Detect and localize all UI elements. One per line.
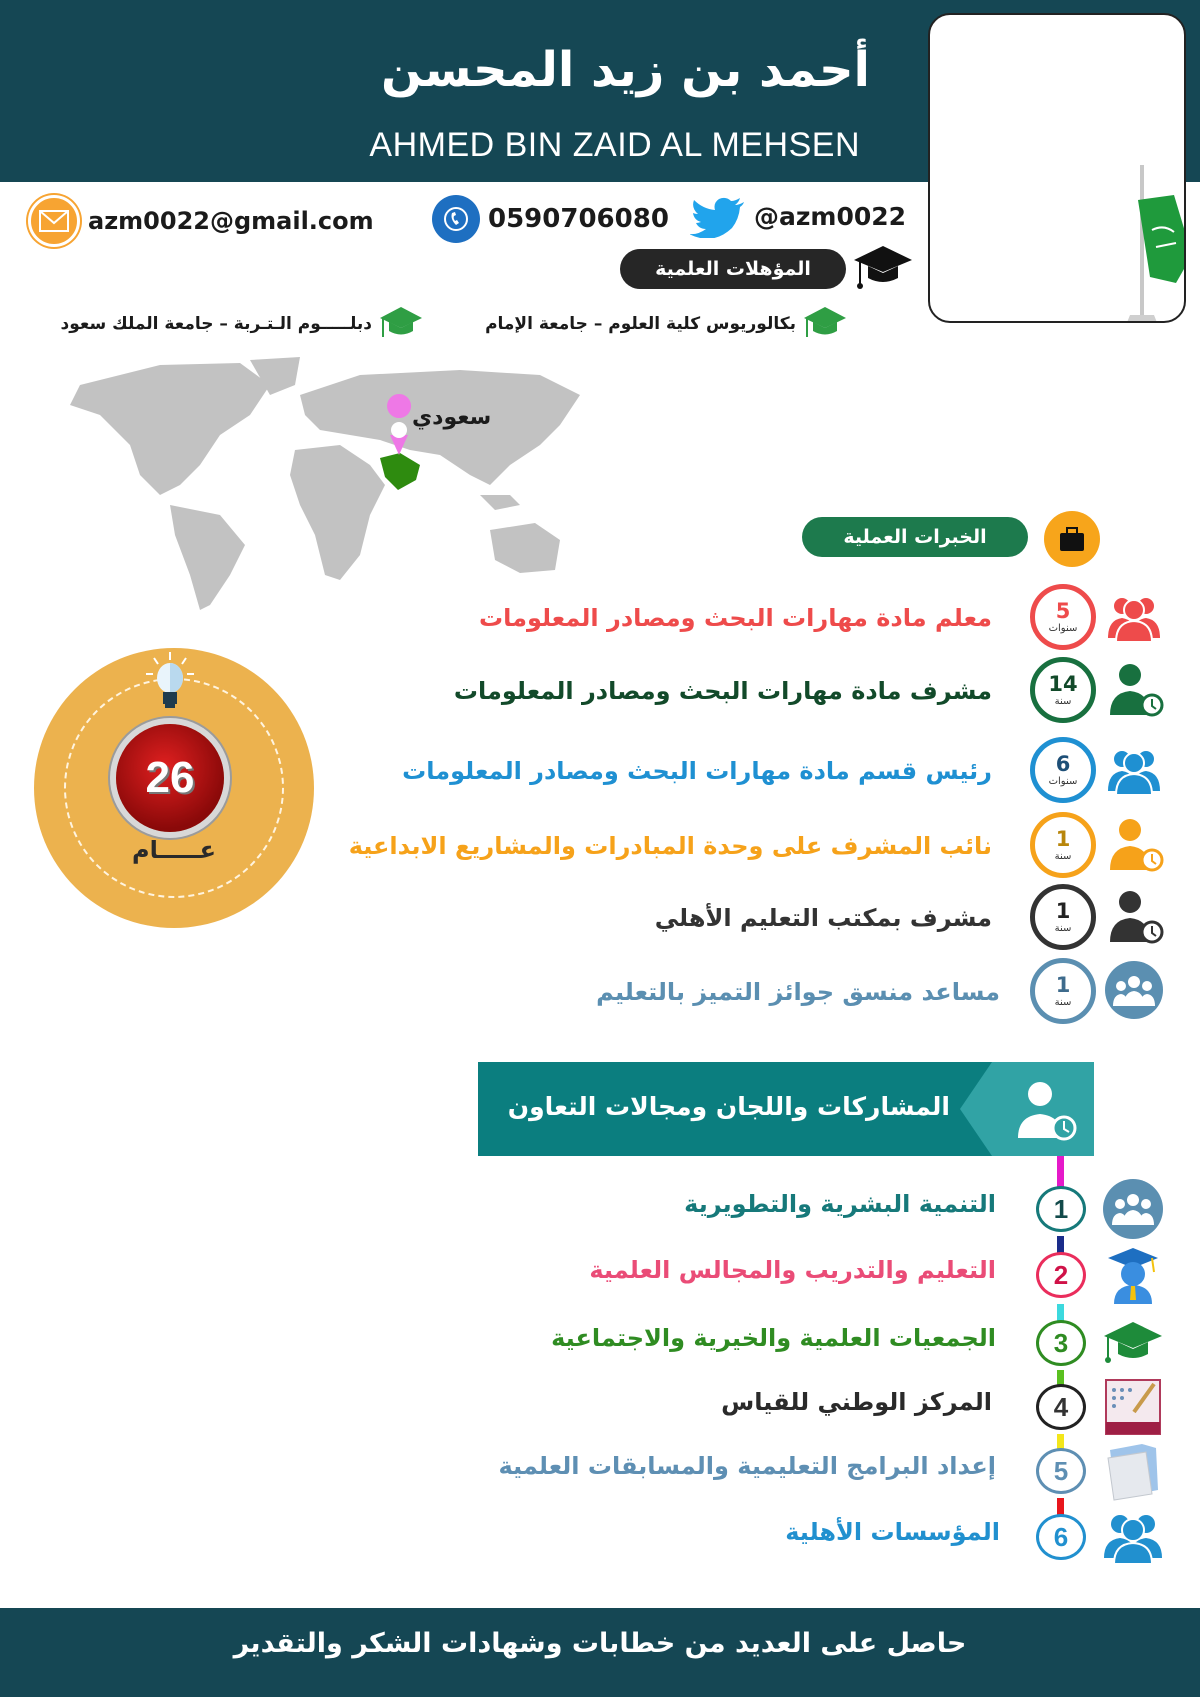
team-circle-icon: [1102, 1178, 1164, 1240]
participation-number: 1: [1036, 1186, 1086, 1232]
experience-item-label: مساعد منسق جوائز التميز بالتعليم: [596, 978, 1000, 1006]
graduate-student-icon: [1102, 1244, 1164, 1306]
phone-contact[interactable]: [432, 195, 669, 243]
experience-item-label: مشرف مادة مهارات البحث ومصادر المعلومات: [453, 677, 992, 705]
person-clock-icon: [1104, 886, 1164, 946]
participation-item-label: التنمية البشرية والتطويرية: [684, 1190, 996, 1218]
participation-item-label: المؤسسات الأهلية: [785, 1518, 1000, 1546]
photo-frame: [928, 13, 1186, 323]
total-years-unit: عـــــام: [131, 836, 216, 864]
experience-item-label: معلم مادة مهارات البحث ومصادر المعلومات: [478, 604, 992, 632]
experience-heading: الخبرات العملية: [802, 517, 1028, 557]
participation-item-label: التعليم والتدريب والمجالس العلمية: [589, 1256, 996, 1284]
folder-icon: [1102, 1440, 1164, 1502]
email-text[interactable]: azm0022@gmail.com: [88, 207, 374, 235]
envelope-icon: [28, 195, 80, 247]
experience-item-label: مشرف بمكتب التعليم الأهلي: [654, 904, 992, 932]
qualification-item-2: [61, 304, 425, 344]
years-number: 6: [1055, 751, 1071, 776]
experience-item-label: نائب المشرف على وحدة المبادرات والمشاريع الابداعية: [348, 832, 992, 860]
total-years-badge: 26: [116, 724, 224, 832]
saudi-flag-icon: [930, 15, 1186, 323]
twitter-bird-icon: [690, 194, 746, 238]
participation-item-label: الجمعيات العلمية والخيرية والاجتماعية: [551, 1324, 996, 1352]
phone-icon: [432, 195, 480, 243]
twitter-handle[interactable]: @azm0022: [754, 201, 907, 231]
years-number: 1: [1055, 972, 1071, 997]
years-number: 1: [1055, 898, 1071, 923]
graduation-cap-icon: [1102, 1312, 1164, 1374]
briefcase-icon: [1044, 511, 1100, 567]
world-map: [40, 355, 600, 615]
years-unit: سنوات: [1048, 775, 1078, 787]
team-circle-icon: [1104, 960, 1164, 1020]
years-number: 5: [1055, 598, 1071, 623]
group-icon: [1102, 1506, 1164, 1568]
years-number: 1: [1055, 826, 1071, 851]
group-icon: [1104, 586, 1164, 646]
exam-sheet-icon: [1102, 1376, 1164, 1438]
years-badge: [1030, 958, 1096, 1024]
years-unit: سنة: [1054, 922, 1072, 934]
saudi-arabia-highlight: [380, 453, 420, 490]
footer-text: حاصل على العديد من خطابات وشهادات الشكر والتقدير: [233, 1628, 967, 1659]
qualification-label: دبلـــــوم الـتـربة – جامعة الملك سعود: [60, 314, 372, 334]
person-clock-icon: [1104, 659, 1164, 719]
years-unit: سنة: [1054, 695, 1072, 707]
participation-item-label: المركز الوطني للقياس: [721, 1388, 992, 1416]
participation-item-label: إعداد البرامج التعليمية والمسابقات العلمية: [498, 1452, 996, 1480]
years-unit: سنوات: [1048, 622, 1078, 634]
participation-number: 3: [1036, 1320, 1086, 1366]
qualifications-heading: المؤهلات العلمية: [620, 249, 846, 289]
lightbulb-icon: [140, 652, 200, 716]
email-contact[interactable]: [28, 195, 374, 247]
phone-text[interactable]: 0590706080: [488, 204, 669, 234]
participation-number: 2: [1036, 1252, 1086, 1298]
graduation-cap-icon: [802, 304, 848, 344]
group-icon: [1104, 739, 1164, 799]
years-badge: [1030, 584, 1096, 650]
years-unit: سنة: [1054, 850, 1072, 862]
qualification-item-1: [485, 304, 848, 344]
participation-number: 6: [1036, 1514, 1086, 1560]
participation-number: 5: [1036, 1448, 1086, 1494]
name-arabic: أحمد بن زيد المحسن: [381, 42, 870, 98]
years-badge: [1030, 737, 1096, 803]
person-clock-icon: [1010, 1078, 1080, 1144]
graduation-cap-icon: [378, 304, 424, 344]
twitter-contact[interactable]: [690, 194, 906, 238]
experience-item-label: رئيس قسم مادة مهارات البحث ومصادر المعلومات: [402, 757, 992, 785]
person-clock-icon: [1104, 814, 1164, 874]
years-number: 14: [1048, 671, 1078, 696]
years-badge: [1030, 812, 1096, 878]
years-unit: سنة: [1054, 996, 1072, 1008]
nationality-label: سعودي: [412, 405, 492, 430]
graduation-cap-icon: [852, 242, 914, 292]
name-english: AHMED BIN ZAID AL MEHSEN: [369, 126, 860, 164]
years-badge: [1030, 884, 1096, 950]
participations-heading: المشاركات واللجان ومجالات التعاون: [507, 1092, 950, 1121]
years-badge: [1030, 657, 1096, 723]
participation-number: 4: [1036, 1384, 1086, 1430]
qualification-label: بكالوريوس كلية العلوم – جامعة الإمام: [485, 314, 796, 334]
